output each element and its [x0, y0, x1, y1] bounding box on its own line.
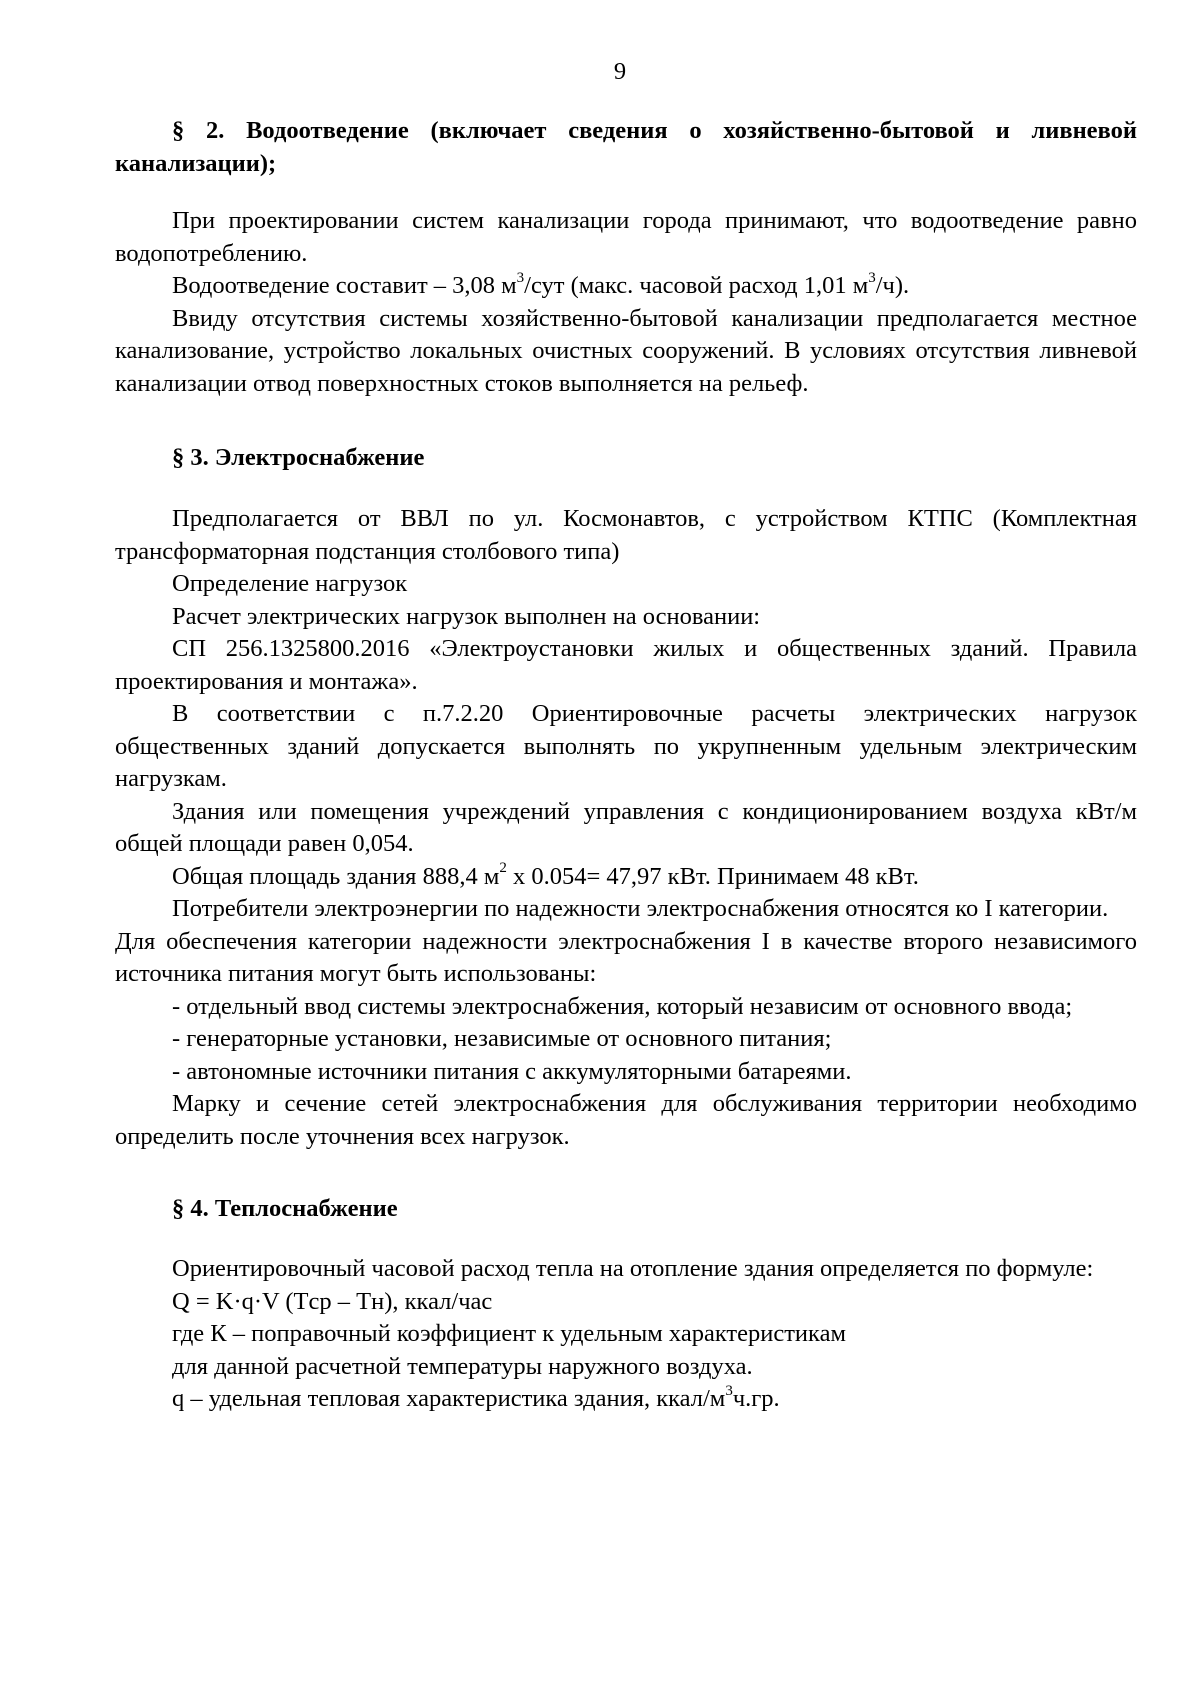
superscript: 3 — [516, 269, 525, 286]
paragraph: где К – поправочный коэффициент к удельным характеристикам — [172, 1320, 846, 1347]
section-4-body — [115, 1253, 1137, 1416]
superscript: 3 — [725, 1382, 733, 1399]
paragraph: Определение нагрузок — [172, 570, 408, 597]
text: ч.гр. — [732, 1385, 780, 1412]
formula: Q = K·q·V (Tср – Tн), ккал/час — [172, 1287, 493, 1315]
text: q – удельная тепловая характеристика здания, ккал/м — [172, 1385, 726, 1412]
text: Общая площадь здания 888,4 м — [172, 862, 500, 890]
section-3-heading: § 3. Электроснабжение — [172, 444, 425, 471]
list-item: - автономные источники питания с аккумуляторными батареями. — [172, 1057, 852, 1085]
superscript: 3 — [868, 269, 876, 286]
paragraph: Для обеспечения категории надежности электроснабжения I в качестве второго независимого источника питания могут быть использованы: — [115, 927, 1137, 987]
paragraph: При проектировании систем канализации города принимают, что водоотведение равно водопотреблению. — [115, 207, 1137, 267]
paragraph: Ввиду отсутствия системы хозяйственно-бытовой канализации предполагается местное канализование, устройство локальных очистных сооружений. В условиях отсутствия ливневой канализации отвод поверхностных стоков выполняется на рельеф. — [115, 304, 1137, 397]
text: х 0.054= 47,97 кВт. Принимаем 48 кВт. — [506, 862, 919, 890]
paragraph: В соответствии с п.7.2.20 Ориентировочные расчеты электрических нагрузок общественных зданий допускается выполнять по укрупненным удельным электрическим нагрузкам. — [115, 700, 1137, 792]
paragraph: Потребители электроэнергии по надежности электроснабжения относятся ко I категории. — [172, 895, 1109, 922]
paragraph: Расчет электрических нагрузок выполнен на основании: — [172, 602, 761, 630]
page-number: 9 — [613, 58, 627, 85]
section-2-heading: § 2. Водоотведение (включает сведения о хозяйственно-бытовой и ливневой канализации); — [115, 117, 1137, 177]
paragraph: Ориентировочный часовой расход тепла на отопление здания определяется по формуле: — [172, 1255, 1094, 1282]
text: /сут (макс. часовой расход 1,01 м — [524, 272, 869, 299]
paragraph: Здания или помещения учреждений управления с кондиционированием воздуха кВт/м общей площади равен 0,054. — [115, 797, 1137, 857]
paragraph: для данной расчетной температуры наружного воздуха. — [172, 1352, 753, 1380]
paragraph — [115, 861, 1137, 894]
paragraph: Марку и сечение сетей электроснабжения для обслуживания территории необходимо определить после уточнения всех нагрузок. — [115, 1090, 1137, 1150]
section-3 — [115, 442, 1137, 475]
section-3-body — [115, 503, 1137, 1153]
list-item: - отдельный ввод системы электроснабжения, который независим от основного ввода; — [172, 992, 1073, 1020]
paragraph: Предполагается от ВВЛ по ул. Космонавтов, с устройством КТПС (Комплектная трансформаторная подстанция столбового типа) — [115, 505, 1137, 565]
paragraph — [115, 1383, 1137, 1416]
section-4-heading: § 4. Теплоснабжение — [172, 1195, 398, 1222]
paragraph — [115, 270, 1137, 303]
text: Водоотведение составит – 3,08 м — [172, 272, 517, 299]
section-4 — [115, 1193, 1137, 1226]
list-item: - генераторные установки, независимые от основного питания; — [172, 1025, 832, 1052]
text: /ч). — [875, 272, 910, 299]
superscript: 2 — [499, 860, 507, 877]
section-2 — [115, 115, 1137, 180]
paragraph: СП 256.1325800.2016 «Электроустановки жилых и общественных зданий. Правила проектирования и монтажа». — [115, 635, 1137, 695]
section-2-body — [115, 205, 1137, 400]
